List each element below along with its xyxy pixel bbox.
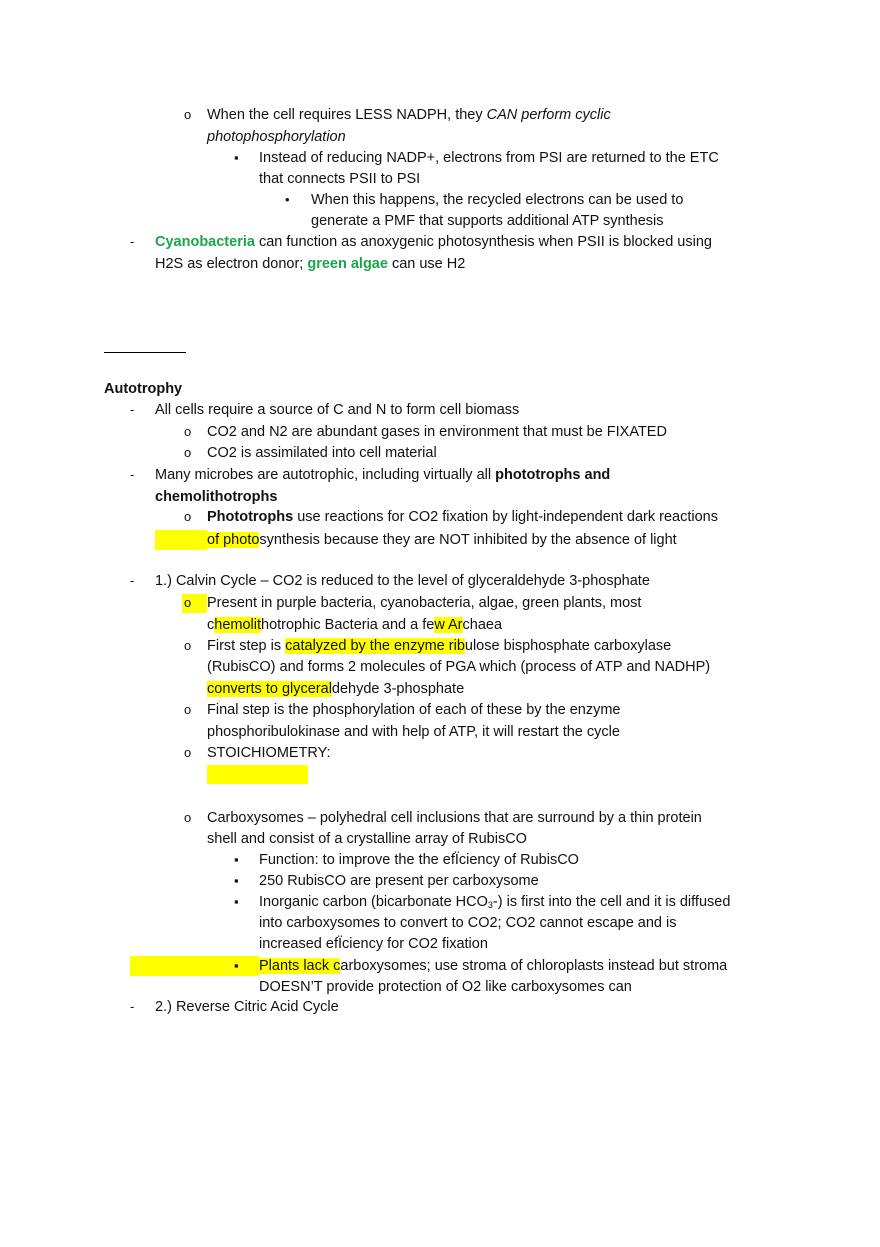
text-line [207, 593, 641, 613]
text-segment: photophosphorylation [207, 129, 346, 145]
list-bullet: - [130, 467, 135, 482]
list-bullet: o [184, 595, 192, 610]
text-segment: When the cell requires LESS NADPH, they [207, 107, 487, 123]
text-line [207, 722, 620, 742]
text-line [155, 465, 610, 485]
text-segment: Final step is the phosphorylation of each of these by the enzyme [207, 702, 621, 718]
text-segment: 2.) Reverse Citric Acid Cycle [155, 999, 339, 1015]
text-segment: STOICHIOMETRY: [207, 745, 331, 761]
text-segment: phosphoribulokinase and with help of ATP, it will restart the cycle [207, 724, 620, 740]
highlighted-text: hemolit [214, 617, 261, 633]
list-bullet: o [184, 638, 192, 653]
text-segment: generate a PMF that supports additional ATP synthesis [311, 213, 664, 229]
text-line [155, 232, 712, 252]
text-segment: When this happens, the recycled electrons can be used to [311, 192, 684, 208]
list-bullet: ▪ [234, 873, 239, 888]
text-segment: increased efÏciency for CO2 fixation [259, 936, 488, 952]
text-segment: Inorganic carbon (bicarbonate HCO [259, 894, 488, 910]
text-segment: CO2 is assimilated into cell material [207, 445, 437, 461]
list-bullet: o [184, 509, 192, 524]
text-segment: Function: to improve the the efÏciency of RubisCO [259, 852, 579, 868]
text-segment: hotrophic Bacteria and a fe [261, 617, 435, 633]
text-line [155, 997, 339, 1017]
text-segment: chaea [462, 617, 503, 633]
text-line [259, 148, 719, 168]
text-line [259, 913, 677, 933]
text-line [259, 892, 730, 912]
text-segment: (RubisCO) and forms 2 molecules of PGA which (process of ATP and NADHP) [207, 659, 711, 675]
text-segment: Autotrophy [104, 381, 183, 397]
text-segment: Carboxysomes – polyhedral cell inclusions that are surround by a thin protein [207, 810, 702, 826]
text-segment: Phototrophs [207, 509, 294, 525]
text-line [207, 657, 710, 677]
text-line [311, 211, 664, 231]
list-bullet: o [184, 424, 192, 439]
text-segment: can use H2 [387, 256, 466, 272]
text-segment: 1.) Calvin Cycle – CO2 is reduced to the level of glyceraldehyde 3-phosphate [155, 573, 650, 589]
text-segment: dehyde 3-phosphate [331, 681, 465, 697]
list-bullet: o [184, 107, 192, 122]
text-segment: First step is [207, 638, 286, 654]
text-segment: that connects PSII to PSI [259, 171, 421, 187]
text-segment: use reactions for CO2 fixation by light-independent dark reactions [293, 509, 718, 525]
text-highlight [207, 765, 308, 784]
list-bullet: ▪ [234, 150, 239, 165]
text-line [259, 850, 579, 870]
text-line [155, 487, 277, 507]
text-line [259, 169, 420, 189]
text-line [207, 743, 331, 763]
text-line [207, 507, 718, 527]
text-segment: Many microbes are autotrophic, including virtually all [155, 467, 496, 483]
list-bullet: - [130, 573, 135, 588]
text-line [155, 400, 519, 420]
text-segment: CAN perform cyclic [486, 107, 611, 123]
text-line [207, 829, 527, 849]
text-segment: DOESN’T provide protection of O2 like carboxysomes can [259, 979, 632, 995]
list-bullet: o [184, 745, 192, 760]
text-segment: H2S as electron donor; [155, 256, 308, 272]
green-term: Cyanobacteria [155, 234, 255, 250]
text-segment: CO2 and N2 are abundant gases in environment that must be FIXATED [207, 424, 667, 440]
text-line [207, 679, 464, 699]
text-segment: -) is first into the cell and it is diffused [492, 894, 731, 910]
text-segment: 3 [487, 900, 493, 910]
highlighted-text: Plants lack c [259, 958, 341, 974]
text-line [207, 105, 611, 125]
text-line [311, 190, 683, 210]
text-line [155, 571, 650, 591]
text-segment: chemolithotrophs [155, 489, 278, 505]
text-line [207, 127, 346, 147]
text-line [207, 530, 677, 550]
text-line [207, 636, 671, 656]
text-line [104, 379, 182, 399]
text-line [207, 615, 502, 635]
text-segment: shell and consist of a crystalline array of RubisCO [207, 831, 527, 847]
text-segment: into carboxysomes to convert to CO2; CO2 cannot escape and is [259, 915, 677, 931]
text-line [207, 700, 621, 720]
text-segment: ulose bisphosphate carboxylase [464, 638, 672, 654]
text-line [207, 443, 437, 463]
text-line [259, 871, 539, 891]
text-segment: c [207, 617, 215, 633]
list-bullet: o [184, 445, 192, 460]
text-line [207, 808, 702, 828]
text-segment: can function as anoxygenic photosynthesis when PSII is blocked using [254, 234, 712, 250]
list-bullet: o [184, 702, 192, 717]
text-segment: 250 RubisCO are present per carboxysome [259, 873, 539, 889]
text-line [259, 934, 488, 954]
list-bullet: - [130, 402, 135, 417]
list-bullet: ▪ [234, 852, 239, 867]
text-segment: phototrophs and [495, 467, 611, 483]
list-bullet: o [184, 810, 192, 825]
green-term: green algae [307, 256, 388, 272]
list-bullet: • [285, 192, 290, 207]
list-bullet: ▪ [234, 958, 239, 973]
horizontal-rule [104, 352, 186, 353]
text-segment: synthesis because they are NOT inhibited by the absence of light [259, 532, 677, 548]
text-highlight [130, 956, 259, 976]
highlighted-text: of photo [207, 532, 260, 548]
text-highlight [155, 530, 207, 550]
highlighted-text: w Ar [434, 617, 463, 633]
list-bullet: ▪ [234, 894, 239, 909]
text-segment: Present in purple bacteria, cyanobacteria, algae, green plants, most [207, 595, 642, 611]
text-segment: arboxysomes; use stroma of chloroplasts instead but stroma [340, 958, 728, 974]
text-line [259, 977, 632, 997]
text-line [155, 254, 465, 274]
list-bullet: - [130, 234, 135, 249]
highlighted-text: catalyzed by the enzyme rib [285, 638, 465, 654]
text-segment: All cells require a source of C and N to form cell biomass [155, 402, 520, 418]
text-line [207, 422, 667, 442]
text-segment: Instead of reducing NADP+, electrons from PSI are returned to the ETC [259, 150, 719, 166]
text-line [259, 956, 727, 976]
highlighted-text: converts to glyceral [207, 681, 332, 697]
list-bullet: - [130, 999, 135, 1014]
